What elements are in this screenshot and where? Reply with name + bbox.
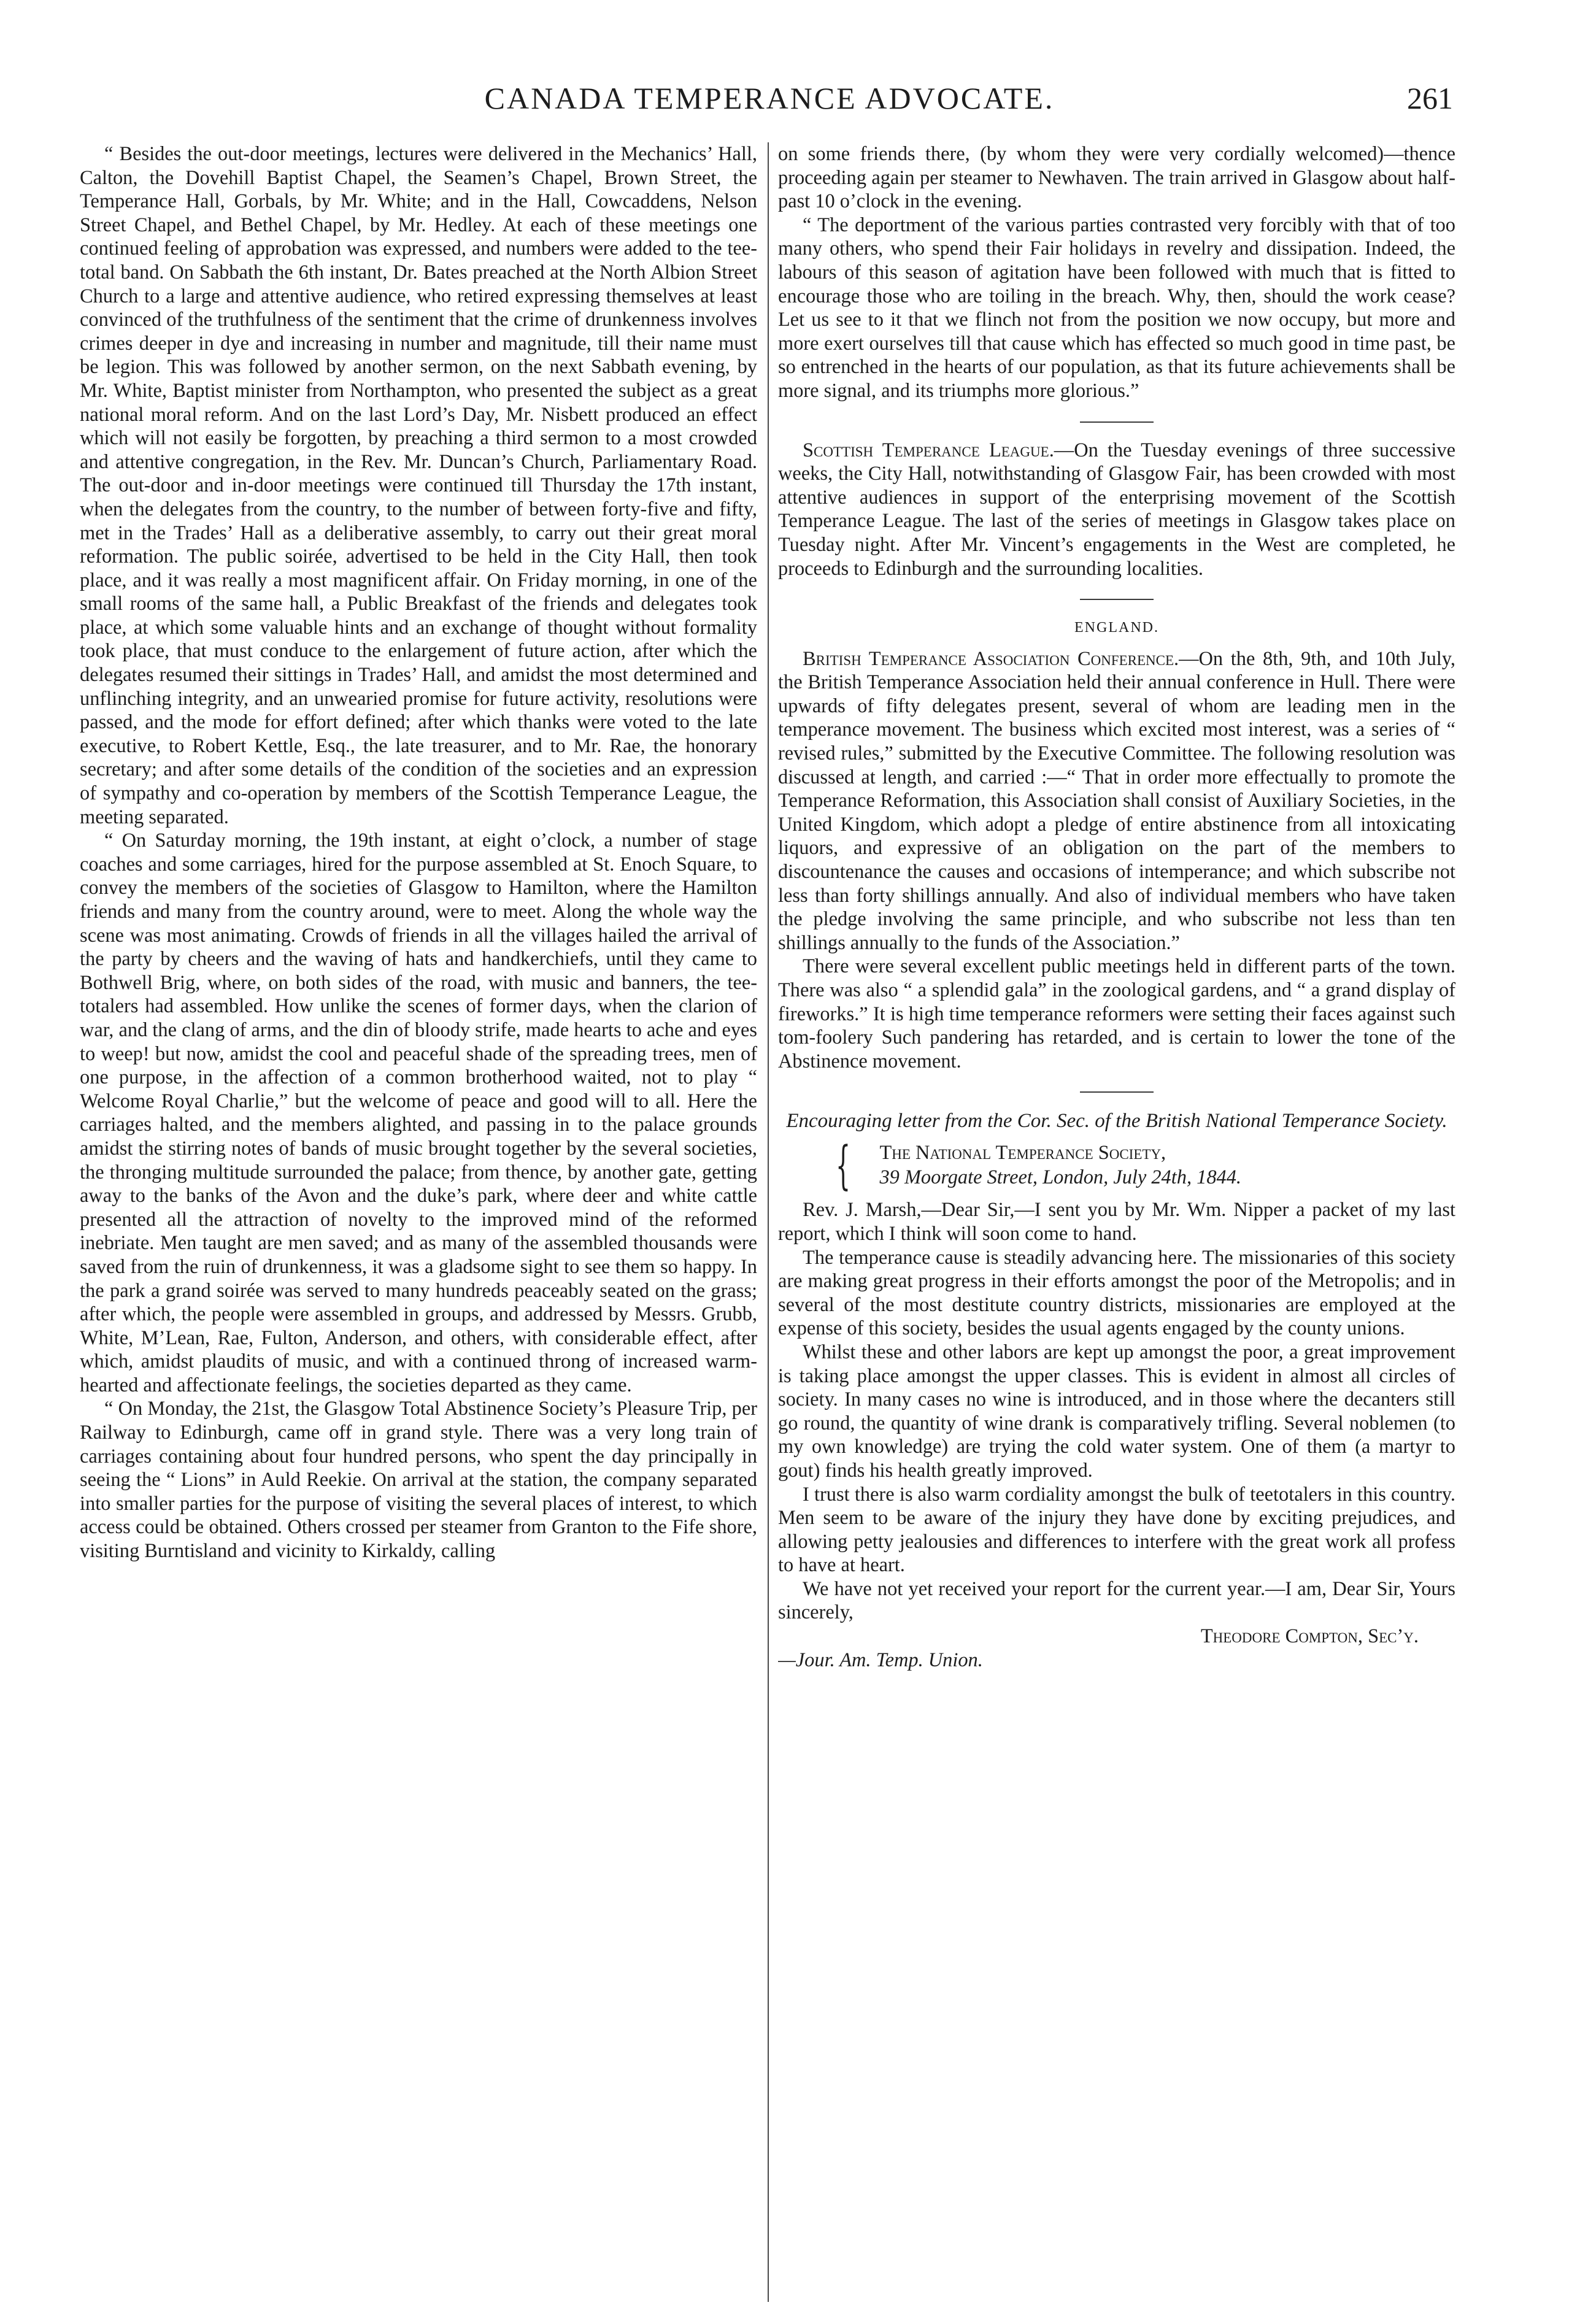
page-number: 261 <box>1407 81 1453 115</box>
letter-paragraph: I trust there is also warm cordiality amongst the bulk of teetotalers in this country. Men seem to be aware of the injury they have done by exciting prejudices, and allowing petty jealousies and differences to interfere with the great work all profess to have at heart. <box>778 1483 1455 1577</box>
publication-title: CANADA TEMPERANCE ADVOCATE. <box>484 81 1055 115</box>
british-conference-body: —On the 8th, 9th, and 10th July, the British Temperance Association held their annual conference in Hull. There were upwards of fifty delegates present, several of whom are leading men in the temperance movement. The business which excited most interest, was a series of “ revised rules,” submitted by the Executive Committee. The following resolution was discussed at length, and carried :—“ That in order more effectually to promote the Temperance Reformation, this Association shall consist of Auxiliary Societies, in the United Kingdom, which adopt a pledge of entire abstinence from all intoxicating liquors, and expressive of an obligation on the part of the members to discountenance the causes and occasions of intemperance; and which subscribe not less than forty shillings annually. And also of individual members who have taken the pledge involving the same principle, and who subscribe not less than ten shillings annually to the funds of the Association.” <box>778 647 1455 954</box>
running-head <box>80 72 1459 124</box>
section-divider <box>1080 1091 1154 1093</box>
letter-title: Encouraging letter from the Cor. Sec. of the British National Temperance Society. <box>786 1110 1447 1133</box>
letter-paragraph: Whilst these and other labors are kept up amongst the poor, a great improvement is taking place amongst the upper classes. This is evident in almost all circles of society. In many cases no wine is introduced, and in those where the decanters still go round, the quantity of wine drank is comparatively trifling. Several noblemen (to my own knowledge) are trying the cold water system. One of them (a martyr to gout) finds his health greatly improved. <box>778 1341 1455 1482</box>
scottish-league-body: —On the Tuesday evenings of three successive weeks, the City Hall, notwithstanding of Glasgow Fair, has been crowded with most attentive audiences in support of the enterprising movement of the Scottish Temperance League. The last of the series of meetings in Glasgow takes place on Tuesday night. After Mr. Vincent’s engagements in the West are completed, he proceeds to Edinburgh and the surrounding localities. <box>778 439 1455 580</box>
article-paragraph: “ On Monday, the 21st, the Glasgow Total Abstinence Society’s Pleasure Trip, per Railway to Edinburgh, came off in grand style. There was a very long train of carriages containing about four hundred persons, who spent the day principally in seeing the “ Lions” in Auld Reekie. On arrival at the station, the company separated into smaller parties for the purpose of visiting the several places of interest, to which access could be obtained. Others crossed per steamer from Granton to the Fife shore, visiting Burntisland and vicinity to Kirkaldy, calling <box>80 1398 757 1563</box>
article-paragraph: “ The deportment of the various parties contrasted very forcibly with that of too many others, who spend their Fair holidays in revelry and dissipation. Indeed, the labours of this season of agitation have been followed with much that is fitted to encourage those who are toiling in the breach. Why, then, should the work cease? Let us see to it that we flinch not from the position we now occupy, but more and more exert ourselves till that cause which has effected so much good in time past, be so entrenched in the hearts of our population, as that its future achievements shall be more signal, and its triumphs more glorious.” <box>778 214 1455 402</box>
british-conference-heading: British Temperance Association Conference. <box>803 647 1179 670</box>
british-conference-paragraph <box>778 647 1455 955</box>
england-heading: ENGLAND. <box>1074 620 1159 636</box>
address-street-date: 39 Moorgate Street, London, July 24th, 1844. <box>879 1166 1242 1189</box>
section-divider <box>1080 421 1154 423</box>
brace-glyph: { <box>836 1135 851 1196</box>
scottish-league-paragraph <box>778 439 1455 581</box>
article-paragraph: on some friends there, (by whom they were very cordially welcomed)—thence proceeding again per steamer to Newhaven. The train arrived in Glasgow about half-past 10 o’clock in the evening. <box>778 143 1455 213</box>
article-paragraph: There were several excellent public meetings held in different parts of the town. There was also “ a splendid gala” in the zoological gardens, and “ a grand display of fireworks.” It is high time temperance reformers were setting their faces against such tom-foolery Such pandering has retarded, and is certain to lower the tone of the Abstinence movement. <box>778 955 1455 1072</box>
right-column <box>778 142 1455 2302</box>
left-column <box>80 142 757 2302</box>
letter-signature: Theodore Compton, Sec’y. <box>1200 1625 1419 1648</box>
section-divider <box>1080 599 1154 600</box>
letter-source: —Jour. Am. Temp. Union. <box>778 1649 983 1671</box>
letter-paragraph: Rev. J. Marsh,—Dear Sir,—I sent you by Mr. Wm. Nipper a packet of my last report, which I think will soon come to hand. <box>778 1199 1455 1245</box>
article-paragraph: “ Besides the out-door meetings, lectures were delivered in the Mechanics’ Hall, Calton, the Dovehill Baptist Chapel, the Seamen’s Chapel, Brown Street, the Temperance Hall, Gorbals, by Mr. White; and in the Hall, Cowcaddens, Nelson Street Chapel, and Bethel Chapel, by Mr. Hedley. At each of these meetings one continued feeling of approbation was expressed, and numbers were added to the tee-total band. On Sabbath the 6th instant, Dr. Bates preached at the North Albion Street Church to a large and attentive audience, who retired expressing themselves at least convinced of the truthfulness of the sentiment that the crime of drunkenness involves crimes deeper in dye and increasing in number and magnitude, till their name must be legion. This was followed by another sermon, on the next Sabbath evening, by Mr. White, Baptist minister from Northampton, who presented the subject as a great national moral reform. And on the last Lord’s Day, Mr. Nisbett produced an effect which will not easily be forgotten, by preaching a third sermon to a most crowded and attentive congregation, in the Rev. Mr. Duncan’s Church, Parliamentary Road. The out-door and in-door meetings were continued till Thursday the 17th instant, when the delegates from the country, to the number of between forty-five and fifty, met in the Trades’ Hall as a deliberative assembly, to carry out their great moral reformation. The public soirée, advertised to be held in the City Hall, then took place, and it was really a most magnificent affair. On Friday morning, in one of the small rooms of the same hall, a Public Breakfast of the friends and delegates took place, at which some valuable hints and an exchange of thought without formality took place, that must conduce to the enlargement of future action, after which the delegates resumed their sittings in Trades’ Hall, and amidst the most determined and unflinching integrity, and an unwearied promise for future activity, resolutions were passed, and the mode for effort defined; after which thanks were voted to the late executive, to Robert Kettle, Esq., the late treasurer, and to Mr. Rae, the honorary secretary; and after some details of the condition of the societies and an expression of sympathy and co-operation by members of the Scottish Temperance League, the meeting separated. <box>80 143 757 828</box>
address-society: The National Temperance Society, <box>879 1142 1166 1164</box>
letter-paragraph: The temperance cause is steadily advancing here. The missionaries of this society are making great progress in their efforts amongst the poor of the Metropolis; and in several of the most destitute country districts, missionaries are employed at the expense of this society, besides the usual agents engaged by the county unions. <box>778 1246 1455 1340</box>
article-paragraph: “ On Saturday morning, the 19th instant, at eight o’clock, a number of stage coaches and some carriages, hired for the purpose assembled at St. Enoch Square, to convey the members of the societies of Glasgow to Hamilton, where the Hamilton friends and many from the country around, were to meet. Along the whole way the scene was most animating. Crowds of friends in all the villages hailed the arrival of the party by cheers and the waving of hats and handkerchiefs, until they came to Bothwell Brig, where, on both sides of the road, with music and banners, the tee-totalers had assembled. How unlike the scenes of former days, when the clarion of war, and the clang of arms, and the din of bloody strife, made hearts to ache and eyes to weep! but now, amidst the cool and peaceful shade of the spreading trees, men of one purpose, in the affection of a common brotherhood waited, not to play “ Welcome Royal Charlie,” but the welcome of peace and good will to all. Here the carriages halted, and the members alighted, and passing in to the palace grounds amidst the stirring notes of bands of music brought together by the several societies, the thronging multitude surrounded the palace; from thence, by another gate, getting away to the banks of the Avon and the duke’s park, where deer and white cattle presented all the attraction of novelty to the improved mind of the reformed inebriate. Men taught are men saved; and as many of the assembled thousands were saved from the ruin of drunkenness, it was a gladsome sight to see them so happy. In the park a grand soirée was served to many hundreds peaceably seated on the grass; after which, the people were assembled in groups, and addressed by Messrs. Grubb, White, M’Lean, Rae, Fulton, Anderson, and others, with considerable effect, after which, amidst plaudits of music, and with a continued throng of increased warm-hearted and affectionate feelings, the societies departed as they came. <box>80 829 757 1396</box>
column-rule <box>768 142 769 2302</box>
scottish-league-heading: Scottish Temperance League. <box>803 439 1054 461</box>
letter-address <box>778 1135 1455 1196</box>
letter-paragraph: We have not yet received your report for the current year.—I am, Dear Sir, Yours sincerely, <box>778 1577 1455 1624</box>
